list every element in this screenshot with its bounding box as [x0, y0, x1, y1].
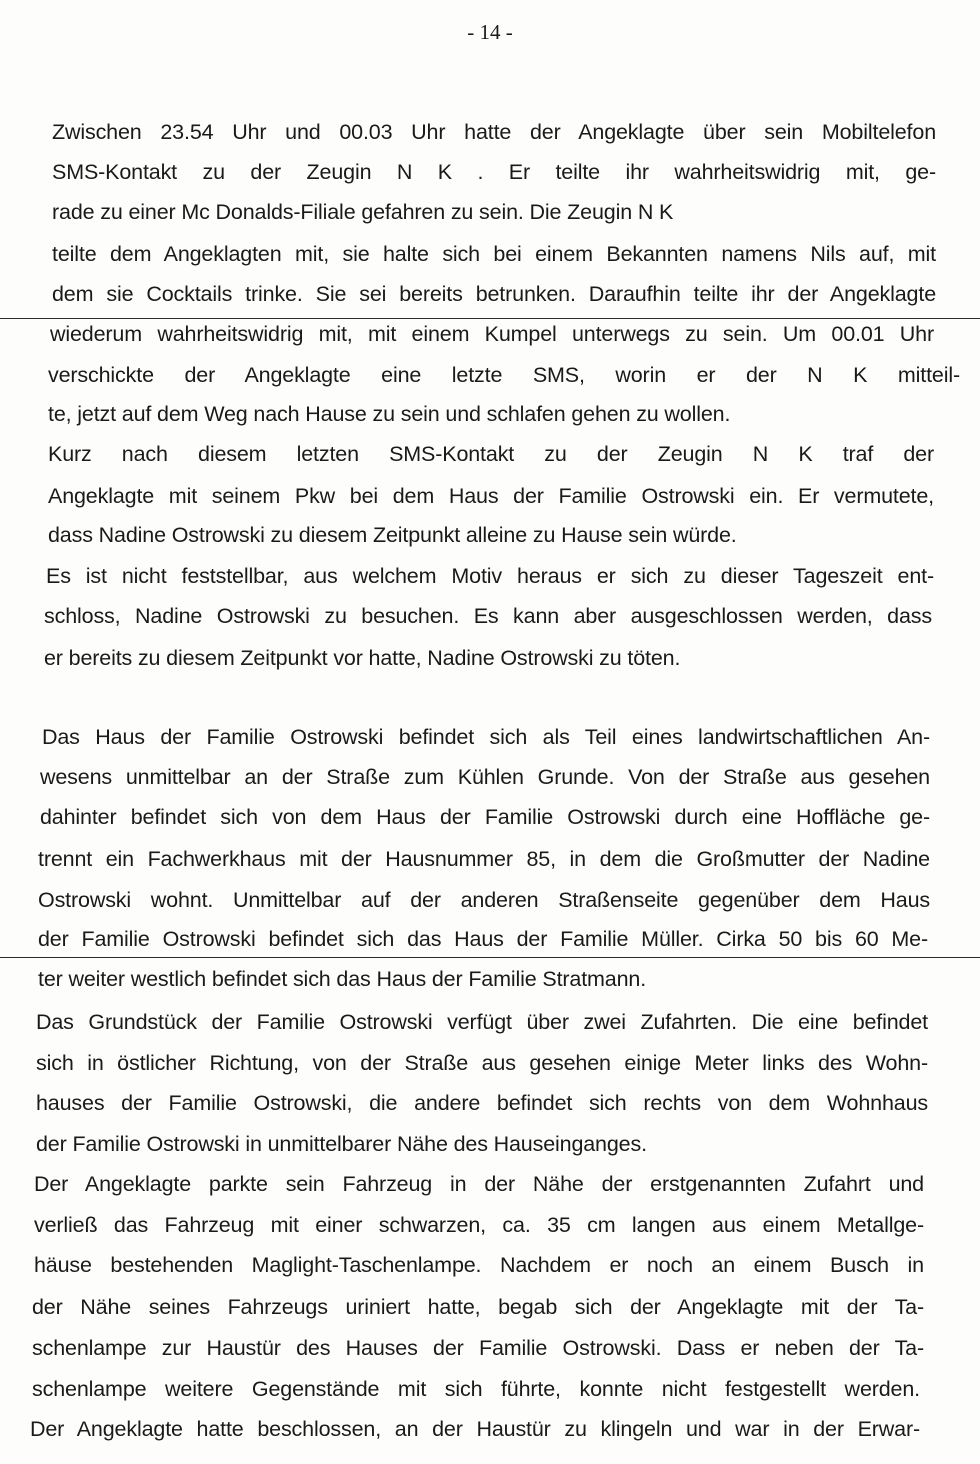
text-line: der Familie Ostrowski befindet sich das Haus der Familie Müller. Cirka 50 bis 60 Me-: [38, 927, 928, 951]
text-line: schloss, Nadine Ostrowski zu besuchen. Es kann aber ausgeschlossen werden, dass: [44, 604, 932, 628]
text-line: rade zu einer Mc Donalds-Filiale gefahren zu sein. Die Zeugin N K: [52, 200, 674, 224]
text-line: wiederum wahrheitswidrig mit, mit einem Kumpel unterwegs zu sein. Um 00.01 Uhr: [50, 322, 934, 346]
text-line: Der Angeklagte hatte beschlossen, an der Haustür zu klingeln und war in der Erwar-: [30, 1417, 920, 1441]
text-line: te, jetzt auf dem Weg nach Hause zu sein und schlafen gehen zu wollen.: [48, 402, 731, 426]
text-line: sich in östlicher Richtung, von der Straße aus gesehen einige Meter links des Wohn-: [36, 1051, 928, 1075]
text-line: der Familie Ostrowski in unmittelbarer Nähe des Hauseinganges.: [36, 1132, 647, 1156]
text-line: schenlampe weitere Gegenstände mit sich führte, konnte nicht festgestellt werden.: [32, 1377, 920, 1401]
text-line: hauses der Familie Ostrowski, die andere befindet sich rechts von dem Wohnhaus: [36, 1091, 928, 1115]
text-line: verschickte der Angeklagte eine letzte SMS, worin er der N K mitteil-: [48, 363, 960, 387]
text-line: Der Angeklagte parkte sein Fahrzeug in der Nähe der erstgenannten Zufahrt und: [34, 1172, 924, 1196]
text-line: dass Nadine Ostrowski zu diesem Zeitpunkt alleine zu Hause sein würde.: [48, 523, 737, 547]
text-line: SMS-Kontakt zu der Zeugin N K . Er teilte ihr wahrheitswidrig mit, ge-: [52, 160, 936, 184]
text-line: Das Grundstück der Familie Ostrowski verfügt über zwei Zufahrten. Die eine befindet: [36, 1010, 928, 1034]
text-line: ter weiter westlich befindet sich das Haus der Familie Stratmann.: [38, 967, 647, 991]
scan-artifact-line: [0, 318, 980, 319]
text-line: der Nähe seines Fahrzeugs uriniert hatte, begab sich der Angeklagte mit der Ta-: [32, 1295, 924, 1319]
text-line: teilte dem Angeklagten mit, sie halte sich bei einem Bekannten namens Nils auf, mit: [52, 242, 936, 266]
text-line: Angeklagte mit seinem Pkw bei dem Haus der Familie Ostrowski ein. Er vermutete,: [48, 484, 934, 508]
text-line: er bereits zu diesem Zeitpunkt vor hatte, Nadine Ostrowski zu töten.: [44, 646, 681, 670]
text-line: wesens unmittelbar an der Straße zum Kühlen Grunde. Von der Straße aus gesehen: [40, 765, 930, 789]
text-line: Kurz nach diesem letzten SMS-Kontakt zu der Zeugin N K traf der: [48, 442, 934, 466]
text-line: verließ das Fahrzeug mit einer schwarzen, ca. 35 cm langen aus einem Metallge-: [34, 1213, 924, 1237]
text-line: trennt ein Fachwerkhaus mit der Hausnummer 85, in dem die Großmutter der Nadine: [38, 847, 930, 871]
scan-artifact-line: [0, 957, 980, 958]
text-line: dem sie Cocktails trinke. Sie sei bereits betrunken. Daraufhin teilte ihr der Angeklagte: [52, 282, 936, 306]
text-line: schenlampe zur Haustür des Hauses der Familie Ostrowski. Dass er neben der Ta-: [32, 1336, 924, 1360]
text-line: Es ist nicht feststellbar, aus welchem Motiv heraus er sich zu dieser Tageszeit ent-: [46, 564, 934, 588]
text-line: Zwischen 23.54 Uhr und 00.03 Uhr hatte der Angeklagte über sein Mobiltelefon: [52, 120, 936, 144]
text-line: dahinter befindet sich von dem Haus der Familie Ostrowski durch eine Hoffläche ge-: [40, 805, 930, 829]
text-line: Das Haus der Familie Ostrowski befindet sich als Teil eines landwirtschaftlichen An-: [42, 725, 930, 749]
text-line: Ostrowski wohnt. Unmittelbar auf der anderen Straßenseite gegenüber dem Haus: [38, 888, 930, 912]
page-number: - 14 -: [467, 20, 513, 44]
text-line: häuse bestehenden Maglight-Taschenlampe. Nachdem er noch an einem Busch in: [34, 1253, 924, 1277]
